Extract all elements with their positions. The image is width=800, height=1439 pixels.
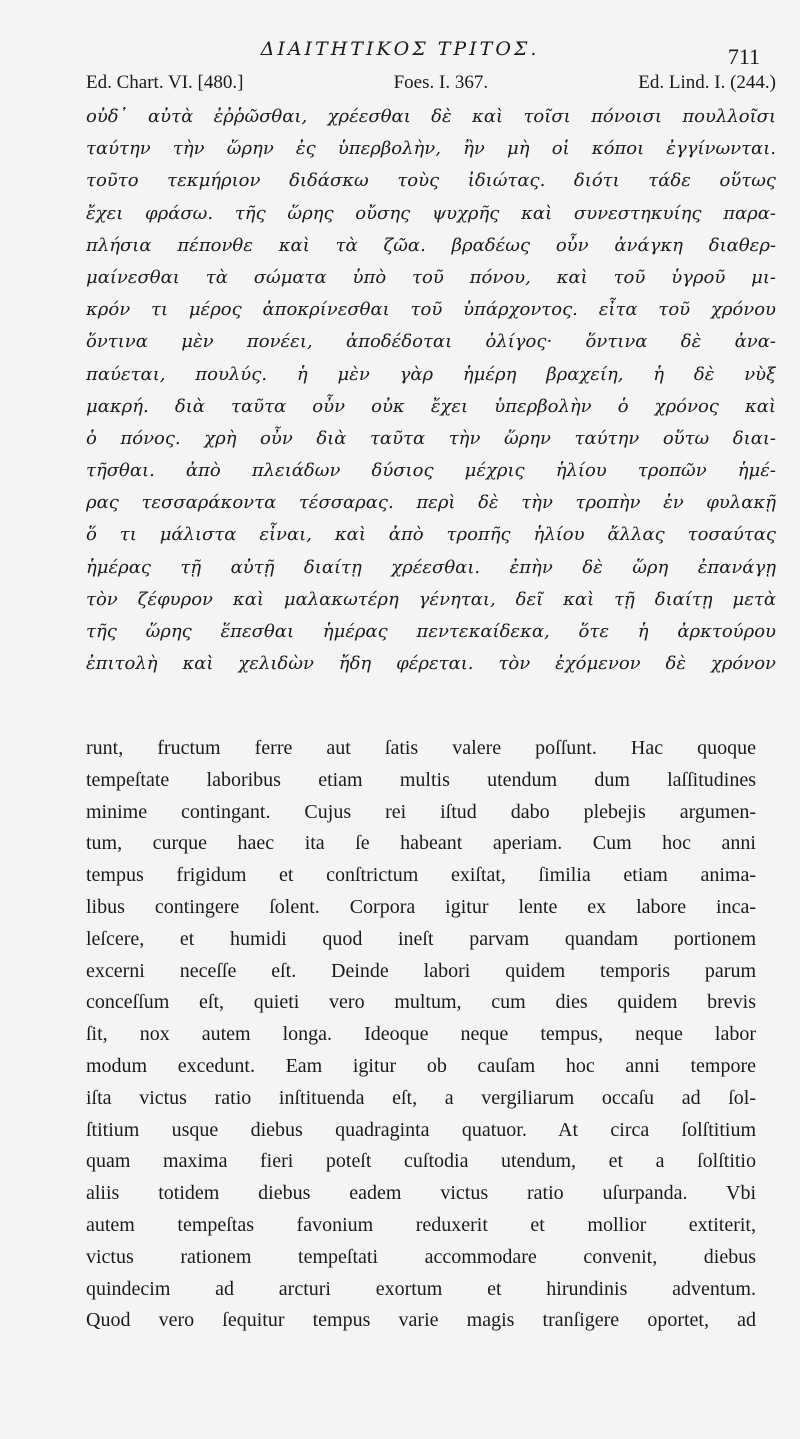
latin-line: libus contingere ſolent. Corpora igitur lente ex labore inca- (86, 895, 756, 918)
latin-line: modum excedunt. Eam igitur ob cauſam hoc anni tempore (86, 1054, 756, 1077)
latin-line: ſtitium usque diebus quadraginta quatuor. At circa ſolſtitium (86, 1118, 756, 1141)
latin-line: tum, curque haec ita ſe habeant aperiam. Cum hoc anni (86, 832, 756, 855)
greek-line: κρόν τι μέρος ἀποκρίνεσθαι τοῦ ὑπάρχοντος. εἶτα τοῦ χρόνου (86, 299, 776, 321)
latin-line: tempeſtate laboribus etiam multis utendum dum laſſitudines (86, 768, 756, 791)
greek-line: παύεται, πουλύς. ἡ μὲν γὰρ ἡμέρη βραχείη, ἡ δὲ νὺξ (86, 363, 776, 385)
latin-line: tempus frigidum et conſtrictum exiſtat, ſimilia etiam anima- (86, 864, 756, 887)
greek-line: ὅ τι μάλιστα εἶναι, καὶ ἀπὸ τροπῆς ἡλίου ἄλλας τοσαύτας (86, 524, 776, 546)
latin-line: quam maxima fieri poteſt cuſtodia utendum, et a ſolſtitio (86, 1150, 756, 1173)
greek-line: πλήσια πέπονθε καὶ τὰ ζῶα. βραδέως οὖν ἀνάγκη διαθερ- (86, 234, 776, 256)
ed-lind-reference: Ed. Lind. I. (244.) (638, 72, 776, 93)
greek-line: μαίνεσθαι τὰ σώματα ὑπὸ τοῦ πόνου, καὶ τοῦ ὑγροῦ μι- (86, 266, 776, 288)
latin-line: minime contingant. Cujus rei iſtud dabo plebejis argumen- (86, 800, 756, 823)
greek-line: τοῦτο τεκμήριον διδάσκω τοὺς ἰδιώτας. διότι τάδε οὕτως (86, 170, 776, 192)
greek-line: τῆσθαι. ἀπὸ πλειάδων δύσιος μέχρις ἡλίου τροπῶν ἡμέ- (86, 460, 776, 482)
greek-line: ρας τεσσαράκοντα τέσσαρας. περὶ δὲ τὴν τροπὴν ἐν φυλακῇ (86, 492, 776, 514)
latin-line: victus rationem tempeſtati accommodare convenit, diebus (86, 1245, 756, 1268)
latin-line: iſta victus ratio inſtituenda eſt, a vergiliarum occaſu ad ſol- (86, 1086, 756, 1109)
greek-line: ὅντινα μὲν πονέει, ἀποδέδοται ὀλίγος· ὅντινα δὲ ἀνα- (86, 331, 776, 353)
latin-line: Quod vero ſequitur tempus varie magis tranſigere oportet, ad (86, 1309, 756, 1332)
running-title: ΔΙΑΙΤΗΤΙΚΟΣ ΤΡΙΤΟΣ. (260, 38, 540, 60)
greek-line: οὐδ᾽ αὐτὰ ἐῤῥῶσθαι, χρέεσθαι δὲ καὶ τοῖσι πόνοισι πουλλοῖσι (86, 106, 776, 127)
latin-line: leſcere, et humidi quod ineſt parvam quandam portionem (86, 927, 756, 950)
page-number: 711 (727, 44, 760, 69)
greek-line: ὁ πόνος. χρὴ οὖν διὰ ταῦτα τὴν ὥρην ταύτην οὕτω διαι- (86, 427, 776, 449)
greek-line: ταύτην τὴν ὥρην ἐς ὑπερβολὴν, ἢν μὴ οἱ κόποι ἐγγίνωνται. (86, 138, 776, 160)
edition-references (86, 72, 776, 94)
latin-line: ſit, nox autem longa. Ideoque neque tempus, neque labor (86, 1023, 756, 1046)
greek-line: ἐπιτολὴ καὶ χελιδὼν ἤδη φέρεται. τὸν ἐχόμενον δὲ χρόνον (86, 653, 776, 675)
latin-line: runt, fructum ferre aut ſatis valere poſſunt. Hac quoque (86, 737, 756, 759)
latin-line: aliis totidem diebus eadem victus ratio uſurpanda. Vbi (86, 1182, 756, 1205)
foes-reference: Foes. I. 367. (393, 72, 489, 93)
greek-text-block (86, 101, 776, 680)
greek-line: ἔχει φράσω. τῆς ὥρης οὔσης ψυχρῆς καὶ συνεστηκυίης παρα- (86, 202, 776, 224)
greek-line: ἡμέρας τῇ αὐτῇ διαίτῃ χρέεσθαι. ἐπὴν δὲ ὥρη ἐπανάγῃ (86, 556, 776, 578)
latin-text-block (86, 733, 756, 1337)
latin-line: excerni neceſſe eſt. Deinde labori quidem temporis parum (86, 959, 756, 982)
greek-line: τὸν ζέφυρον καὶ μαλακωτέρη γένηται, δεῖ καὶ τῇ διαίτῃ μετὰ (86, 588, 776, 610)
latin-line: conceſſum eſt, quieti vero multum, cum dies quidem brevis (86, 991, 756, 1014)
latin-line: quindecim ad arcturi exortum et hirundinis adventum. (86, 1277, 756, 1300)
greek-line: μακρή. διὰ ταῦτα οὖν οὐκ ἔχει ὑπερβολὴν ὁ χρόνος καὶ (86, 395, 776, 417)
latin-line: autem tempeſtas favonium reduxerit et mollior extiterit, (86, 1213, 756, 1236)
greek-line: τῆς ὥρης ἕπεσθαι ἡμέρας πεντεκαίδεκα, ὅτε ἡ ἀρκτούρου (86, 621, 776, 642)
ed-chart-reference: Ed. Chart. VI. [480.] (86, 72, 244, 93)
